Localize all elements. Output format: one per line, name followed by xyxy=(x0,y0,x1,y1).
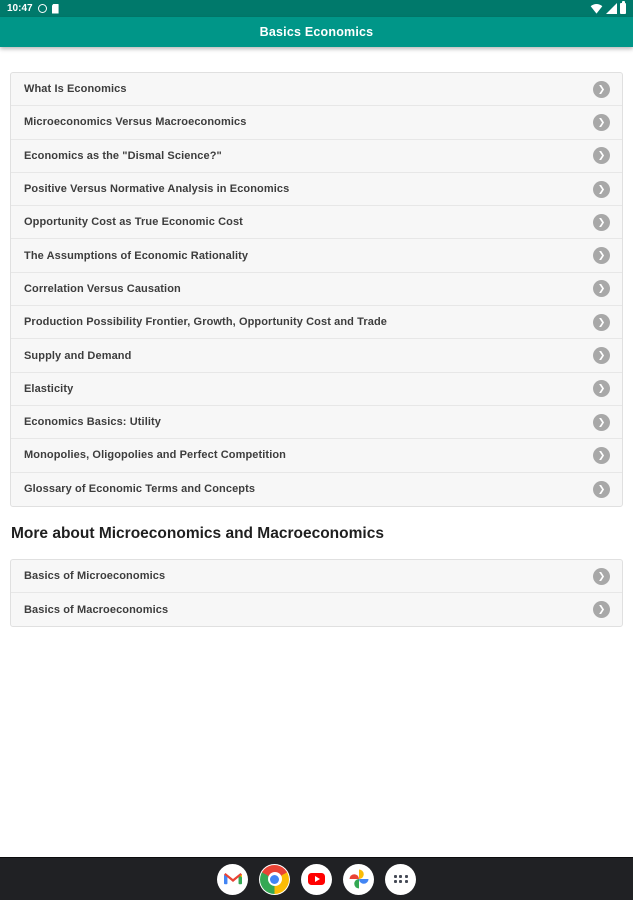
topic-label: What Is Economics xyxy=(24,83,127,96)
topics-card xyxy=(10,72,623,507)
topic-row[interactable] xyxy=(11,473,622,506)
chrome-icon[interactable] xyxy=(259,864,290,895)
topic-row[interactable] xyxy=(11,373,622,406)
gmail-glyph xyxy=(224,872,242,886)
topic-row[interactable] xyxy=(11,339,622,372)
photos-glyph xyxy=(349,869,369,889)
topic-label: Elasticity xyxy=(24,382,74,395)
app-drawer-glyph xyxy=(394,875,408,883)
chevron-right-icon: ❯ xyxy=(593,447,610,464)
chevron-right-icon: ❯ xyxy=(593,280,610,297)
topic-label: Economics as the "Dismal Science?" xyxy=(24,149,222,162)
topic-label: Monopolies, Oligopolies and Perfect Competition xyxy=(24,449,286,462)
content xyxy=(0,47,633,627)
app-drawer-icon[interactable] xyxy=(385,864,416,895)
chevron-right-icon: ❯ xyxy=(593,314,610,331)
topic-label: Glossary of Economic Terms and Concepts xyxy=(24,483,256,496)
status-bar-left xyxy=(7,3,59,14)
topic-label: Opportunity Cost as True Economic Cost xyxy=(24,216,243,229)
app-bar xyxy=(0,17,633,47)
topic-label: Supply and Demand xyxy=(24,349,132,362)
dock xyxy=(0,857,633,900)
clock: 10:47 xyxy=(7,3,33,14)
topic-label: The Assumptions of Economic Rationality xyxy=(24,249,249,262)
topic-label: Positive Versus Normative Analysis in Economics xyxy=(24,183,290,196)
wifi-icon xyxy=(590,3,603,14)
more-topics-card xyxy=(10,559,623,628)
topic-label: Economics Basics: Utility xyxy=(24,416,161,429)
topic-row[interactable] xyxy=(11,560,622,593)
chevron-right-icon: ❯ xyxy=(593,601,610,618)
chrome-glyph xyxy=(260,865,289,894)
chevron-right-icon: ❯ xyxy=(593,247,610,264)
topic-row[interactable] xyxy=(11,73,622,106)
topic-label: Production Possibility Frontier, Growth, Opportunity Cost and Trade xyxy=(24,316,387,329)
battery-icon xyxy=(620,3,626,14)
ring-icon xyxy=(38,4,47,13)
photos-icon[interactable] xyxy=(343,864,374,895)
app-bar-title: Basics Economics xyxy=(259,25,374,39)
gmail-icon[interactable] xyxy=(217,864,248,895)
chevron-right-icon: ❯ xyxy=(593,568,610,585)
youtube-icon[interactable] xyxy=(301,864,332,895)
chevron-right-icon: ❯ xyxy=(593,114,610,131)
topic-row[interactable] xyxy=(11,406,622,439)
topic-label: Microeconomics Versus Macroeconomics xyxy=(24,116,247,129)
topic-row[interactable] xyxy=(11,239,622,272)
topic-label: Correlation Versus Causation xyxy=(24,282,181,295)
status-bar xyxy=(0,0,633,17)
cellular-icon xyxy=(606,3,617,14)
sim-icon xyxy=(52,4,59,14)
youtube-glyph xyxy=(308,873,325,885)
topic-row[interactable] xyxy=(11,140,622,173)
chevron-right-icon: ❯ xyxy=(593,380,610,397)
topic-label: Basics of Microeconomics xyxy=(24,570,166,582)
topic-row[interactable] xyxy=(11,106,622,139)
topic-row[interactable] xyxy=(11,593,622,626)
chevron-right-icon: ❯ xyxy=(593,181,610,198)
topic-row[interactable] xyxy=(11,306,622,339)
status-bar-right xyxy=(590,3,626,14)
chevron-right-icon: ❯ xyxy=(593,414,610,431)
chevron-right-icon: ❯ xyxy=(593,147,610,164)
topic-label: Basics of Macroeconomics xyxy=(24,603,169,616)
topic-row[interactable] xyxy=(11,439,622,472)
chevron-right-icon: ❯ xyxy=(593,214,610,231)
topic-row[interactable] xyxy=(11,273,622,306)
section-heading: More about Microeconomics and Macroeconomics xyxy=(11,524,384,542)
chevron-right-icon: ❯ xyxy=(593,347,610,364)
topic-row[interactable] xyxy=(11,206,622,239)
chevron-right-icon: ❯ xyxy=(593,81,610,98)
topic-row[interactable] xyxy=(11,173,622,206)
chevron-right-icon: ❯ xyxy=(593,481,610,498)
